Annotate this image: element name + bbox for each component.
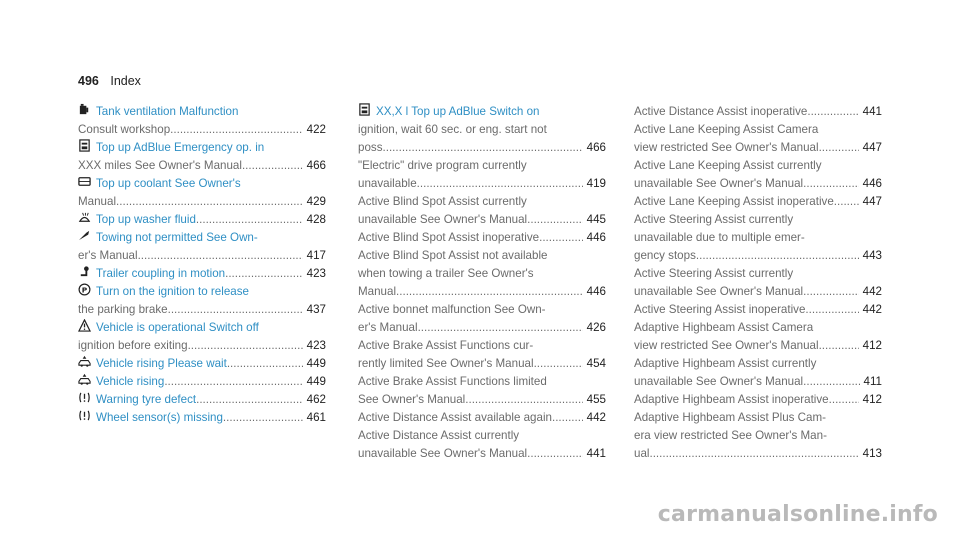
dot-leader [527, 445, 583, 463]
index-entry[interactable] [358, 409, 606, 427]
page-reference[interactable]: 446 [586, 285, 606, 298]
entry-text: Adaptive Highbeam Assist inoperative [634, 393, 829, 406]
vehicle-rising-icon [78, 373, 91, 386]
page-reference[interactable]: 413 [862, 447, 882, 460]
entry-text: Active Blind Spot Assist not available [358, 249, 548, 262]
page-reference[interactable]: 441 [862, 105, 882, 118]
entry-text: Active Brake Assist Functions cur- [358, 339, 534, 352]
index-entry[interactable] [358, 373, 606, 409]
entry-text: Active Steering Assist currently [634, 213, 794, 226]
page-reference[interactable]: 411 [863, 375, 882, 388]
index-entry[interactable] [358, 157, 606, 193]
entry-text: Towing not permitted See Own- [96, 231, 258, 244]
dot-leader [649, 445, 858, 463]
entry-text: Active Distance Assist inoperative [634, 105, 808, 118]
entry-text: Adaptive Highbeam Assist Plus Cam- [634, 411, 827, 424]
dot-leader [138, 247, 303, 265]
index-entry[interactable] [634, 409, 882, 463]
index-entry[interactable] [358, 193, 606, 229]
entry-text: Top up AdBlue Emergency op. in [96, 141, 265, 154]
dot-leader [188, 337, 303, 355]
entry-text: ignition, wait 60 sec. or eng. start not [358, 123, 547, 136]
entry-text: view restricted See Owner's Manual [634, 339, 819, 352]
entry-text: Active Lane Keeping Assist Camera [634, 123, 819, 136]
page-reference[interactable]: 428 [306, 213, 326, 226]
entry-text: Active bonnet malfunction See Own- [358, 303, 546, 316]
adblue-icon [78, 139, 91, 152]
index-entry[interactable] [634, 103, 882, 121]
dot-leader [803, 175, 859, 193]
page-reference[interactable]: 443 [862, 249, 882, 262]
index-entry[interactable] [358, 103, 606, 157]
dot-leader [834, 193, 859, 211]
entry-text: Active Distance Assist available again [358, 411, 552, 424]
page-reference[interactable]: 442 [862, 303, 882, 316]
entry-text: Active Blind Spot Assist inoperative [358, 231, 540, 244]
dot-leader [829, 391, 859, 409]
page-reference[interactable]: 423 [306, 267, 326, 280]
page-reference[interactable]: 461 [306, 411, 326, 424]
page-number: 496 [78, 74, 99, 88]
entry-text: Active Lane Keeping Assist inoperative [634, 195, 834, 208]
index-entry[interactable] [78, 103, 326, 139]
page-reference[interactable]: 419 [586, 177, 606, 190]
parking-brake-icon [78, 283, 91, 296]
entry-text: Trailer coupling in motion [96, 267, 226, 280]
entry-text: view restricted See Owner's Manual [634, 141, 819, 154]
entry-text: unavailable See Owner's Manual [634, 375, 804, 388]
index-entry[interactable] [634, 193, 882, 211]
adblue-icon [358, 103, 371, 116]
warning-triangle-icon [78, 319, 91, 332]
vehicle-rising-icon [78, 355, 91, 368]
entry-text: Consult workshop [78, 123, 171, 136]
entry-text: unavailable See Owner's Manual [634, 285, 804, 298]
entry-text: ignition before exiting [78, 339, 188, 352]
page-reference[interactable]: 442 [862, 285, 882, 298]
index-entry[interactable] [634, 211, 882, 265]
index-entry[interactable] [634, 157, 882, 193]
entry-text: Active Lane Keeping Assist currently [634, 159, 822, 172]
entry-text: "Electric" drive program currently [358, 159, 527, 172]
entry-text: rently limited See Owner's Manual [358, 357, 534, 370]
entry-text: unavailable due to multiple emer- [634, 231, 805, 244]
dot-leader [386, 139, 583, 157]
dot-leader [534, 355, 583, 373]
dot-leader [819, 139, 859, 157]
index-entry[interactable] [634, 355, 882, 391]
dot-leader [465, 391, 582, 409]
dot-leader [227, 355, 303, 373]
dot-leader [225, 265, 303, 283]
dot-leader [170, 121, 303, 139]
entry-text: Vehicle rising Please wait [96, 357, 227, 370]
trailer-coupling-icon [78, 265, 91, 278]
tyre-warning-icon [78, 391, 91, 404]
dot-leader [805, 301, 858, 319]
page-reference[interactable]: 466 [586, 141, 606, 154]
index-entry[interactable] [358, 427, 606, 463]
dot-leader [807, 103, 858, 121]
dot-leader [164, 373, 302, 391]
entry-text: Active Steering Assist inoperative [634, 303, 806, 316]
index-entry[interactable] [78, 139, 326, 175]
index-entry[interactable] [78, 229, 326, 265]
entry-text: Top up washer fluid [96, 213, 196, 226]
entry-text: unavailable See Owner's Manual [634, 177, 804, 190]
dot-leader [696, 247, 859, 265]
svg-text:P: P [81, 285, 88, 295]
dot-leader [396, 283, 583, 301]
index-entry[interactable] [78, 391, 326, 409]
page-reference[interactable]: 437 [306, 303, 326, 316]
page-reference[interactable]: 447 [862, 141, 882, 154]
dot-leader [527, 211, 583, 229]
page-reference[interactable]: 426 [586, 321, 606, 334]
page-reference[interactable]: 412 [862, 339, 882, 352]
index-entry[interactable] [634, 319, 882, 355]
index-entry[interactable] [358, 301, 606, 337]
entry-text: poss. [358, 141, 386, 154]
watermark: carmanualsonline.info [657, 502, 938, 527]
page-reference[interactable]: 445 [586, 213, 606, 226]
entry-text: er's Manual [78, 249, 138, 262]
towing-icon [78, 229, 91, 242]
index-entry[interactable] [78, 373, 326, 391]
index-entry[interactable] [78, 319, 326, 355]
page-reference[interactable]: 423 [306, 339, 326, 352]
entry-text: Wheel sensor(s) missing [96, 411, 223, 424]
dot-leader [539, 229, 583, 247]
page-reference[interactable]: 466 [306, 159, 326, 172]
dot-leader [552, 409, 583, 427]
tank-ventilation-icon [78, 103, 91, 116]
page-reference[interactable]: 417 [306, 249, 326, 262]
page-reference[interactable]: 429 [306, 195, 326, 208]
page-reference[interactable]: 412 [862, 393, 882, 406]
page-reference[interactable]: 454 [586, 357, 606, 370]
page-reference[interactable]: 446 [586, 231, 606, 244]
entry-text: Active Brake Assist Functions limited [358, 375, 547, 388]
coolant-icon [78, 175, 91, 188]
entry-text: unavailable See Owner's Manual [358, 447, 528, 460]
page-reference[interactable]: 447 [862, 195, 882, 208]
index-entry[interactable] [634, 121, 882, 157]
entry-text: Tank ventilation Malfunction [96, 105, 239, 118]
entry-text: Active Blind Spot Assist currently [358, 195, 527, 208]
page-reference[interactable]: 462 [306, 393, 326, 406]
index-entry[interactable] [78, 283, 326, 319]
entry-text: Turn on the ignition to release [96, 285, 249, 298]
dot-leader [223, 409, 303, 427]
entry-text: Manual [78, 195, 117, 208]
page-title: Index [110, 74, 141, 88]
index-entry[interactable] [78, 355, 326, 373]
page-header [78, 74, 141, 88]
entry-text: era view restricted See Owner's Man- [634, 429, 827, 442]
entry-text: Top up coolant See Owner's [96, 177, 241, 190]
entry-text: Manual [358, 285, 397, 298]
entry-text: Adaptive Highbeam Assist Camera [634, 321, 814, 334]
entry-text: er's Manual [358, 321, 418, 334]
index-entry[interactable] [78, 409, 326, 427]
entry-text: Active Distance Assist currently [358, 429, 520, 442]
index-entry[interactable] [634, 301, 882, 319]
washer-fluid-icon [78, 211, 91, 224]
entry-text: See Owner's Manual [358, 393, 466, 406]
dot-leader [417, 175, 583, 193]
page-reference[interactable]: 442 [586, 411, 606, 424]
entry-text: XXX miles See Owner's Manual [78, 159, 242, 172]
page-reference[interactable]: 446 [862, 177, 882, 190]
index-entry[interactable] [358, 229, 606, 247]
index-column-3 [634, 103, 882, 463]
dot-leader [819, 337, 859, 355]
index-entry[interactable] [78, 265, 326, 283]
entry-text: Vehicle rising [96, 375, 165, 388]
entry-text: gency stops [634, 249, 696, 262]
index-entry[interactable] [634, 265, 882, 301]
dot-leader [242, 157, 303, 175]
page-reference[interactable]: 441 [586, 447, 606, 460]
entry-text: Warning tyre defect [96, 393, 197, 406]
entry-text: ual [634, 447, 650, 460]
entry-text: Vehicle is operational Switch off [96, 321, 259, 334]
dot-leader [168, 301, 303, 319]
index-entry[interactable] [358, 247, 606, 301]
index-column-2 [358, 103, 606, 463]
dot-leader [116, 193, 303, 211]
dot-leader [196, 391, 303, 409]
index-entry[interactable] [78, 211, 326, 229]
entry-text: when towing a trailer See Owner's [358, 267, 534, 280]
index-entry[interactable] [358, 337, 606, 373]
page-reference[interactable]: 455 [586, 393, 606, 406]
page-reference[interactable]: 449 [306, 375, 326, 388]
entry-text: Adaptive Highbeam Assist currently [634, 357, 817, 370]
entry-text: unavailable [358, 177, 417, 190]
dot-leader [418, 319, 583, 337]
dot-leader [803, 373, 859, 391]
index-column-1 [78, 103, 326, 427]
entry-text: Active Steering Assist currently [634, 267, 794, 280]
entry-text: unavailable See Owner's Manual [358, 213, 528, 226]
dot-leader [803, 283, 859, 301]
entry-text: XX,X l Top up AdBlue Switch on [376, 105, 540, 118]
dot-leader [196, 211, 303, 229]
index-entry[interactable] [78, 175, 326, 211]
page-reference[interactable]: 449 [306, 357, 326, 370]
tyre-warning-icon [78, 409, 91, 422]
index-entry[interactable] [634, 391, 882, 409]
entry-text: the parking brake [78, 303, 168, 316]
page-reference[interactable]: 422 [306, 123, 326, 136]
